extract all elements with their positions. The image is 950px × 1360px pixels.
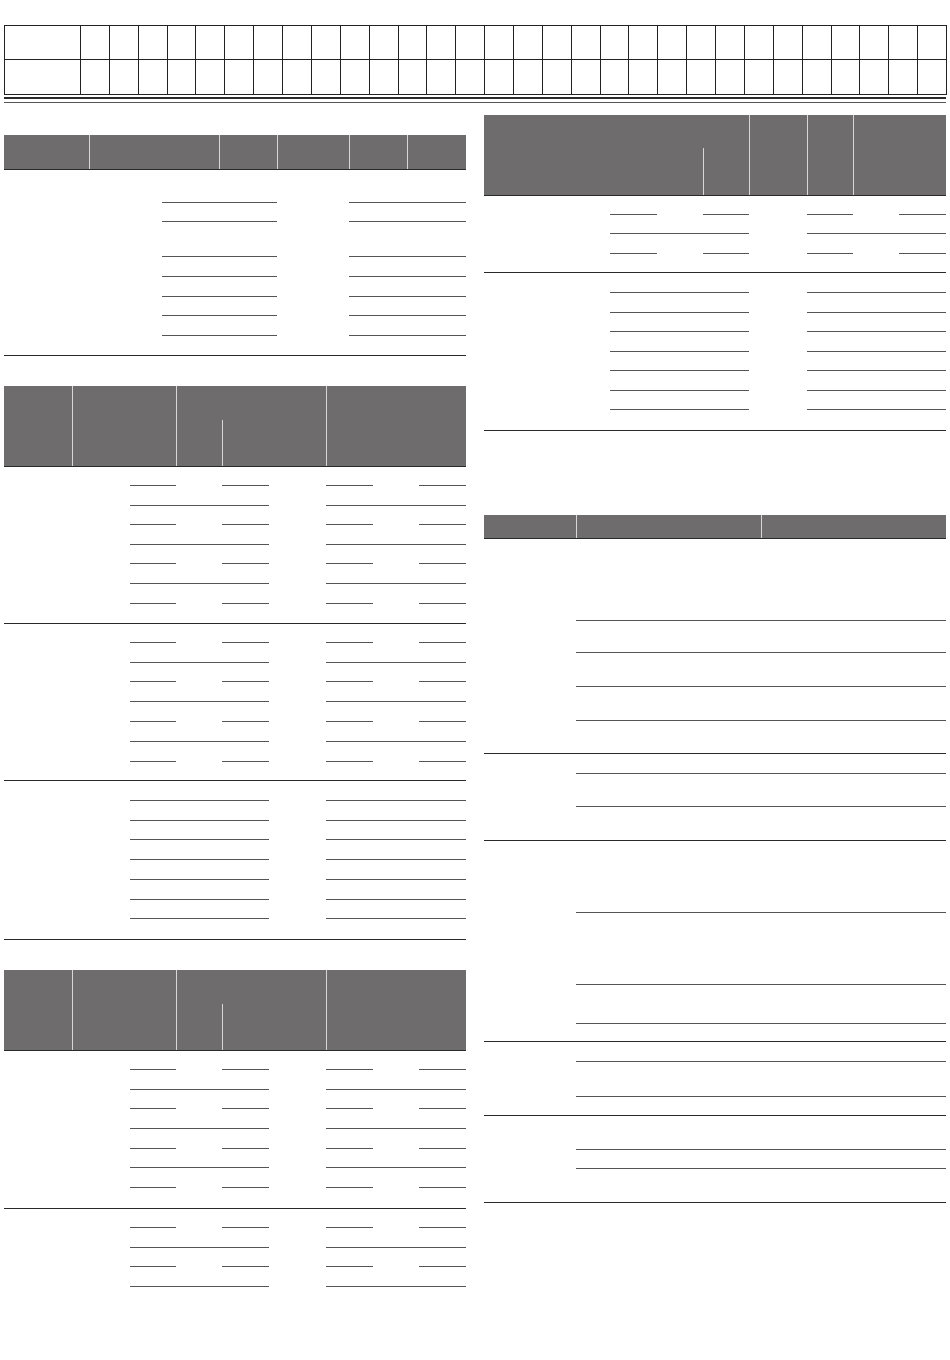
cell-rule <box>130 681 176 682</box>
cell-rule <box>419 485 466 486</box>
cell-rule <box>162 315 277 316</box>
cell-rule <box>326 1108 373 1109</box>
strip-value-cell <box>224 59 254 95</box>
cell-rule <box>349 296 466 297</box>
cell-rule <box>326 1089 466 1090</box>
cell-rule <box>807 312 946 313</box>
cell-rule <box>326 544 466 545</box>
cell-rule <box>130 899 269 900</box>
cell-rule <box>130 721 176 722</box>
header-divider <box>72 386 73 466</box>
strip-value-cell <box>831 25 861 61</box>
cell-rule <box>807 390 946 391</box>
strip-value-cell <box>195 59 225 95</box>
cell-rule <box>419 603 466 604</box>
cell-rule <box>576 1061 946 1062</box>
cell-rule <box>326 820 466 821</box>
cell-rule <box>130 1148 176 1149</box>
table-bottom-rule <box>484 1202 946 1203</box>
cell-rule <box>576 1096 946 1097</box>
group-rule <box>4 780 466 781</box>
cell-rule <box>326 1128 466 1129</box>
strip-value-cell <box>167 25 197 61</box>
strip-value-cell <box>311 25 341 61</box>
strip-label-cell <box>4 59 81 95</box>
cell-rule <box>610 292 749 293</box>
cell-rule <box>807 292 946 293</box>
cell-rule <box>576 686 946 687</box>
group-rule <box>484 753 946 754</box>
group-rule <box>4 623 466 624</box>
strip-value-cell <box>398 25 428 61</box>
cell-rule <box>222 485 269 486</box>
cell-rule <box>326 524 373 525</box>
strip-value-cell <box>888 25 918 61</box>
header-divider <box>349 135 350 169</box>
cell-rule <box>130 800 269 801</box>
group-rule <box>484 1041 946 1042</box>
strip-value-cell <box>282 59 312 95</box>
header-divider <box>72 970 73 1050</box>
cell-rule <box>419 721 466 722</box>
cell-rule <box>610 233 749 234</box>
cell-rule <box>576 620 946 621</box>
header-divider <box>576 515 577 538</box>
cell-rule <box>419 563 466 564</box>
cell-rule <box>130 505 269 506</box>
header-divider <box>176 386 177 466</box>
strip-value-cell <box>859 59 889 95</box>
table-header <box>4 970 466 1050</box>
strip-value-cell <box>484 25 514 61</box>
cell-rule <box>703 253 749 254</box>
table-header <box>484 515 946 538</box>
cell-rule <box>222 1148 269 1149</box>
cell-rule <box>326 800 466 801</box>
cell-rule <box>130 741 269 742</box>
cell-rule <box>576 1023 946 1024</box>
cell-rule <box>610 370 749 371</box>
cell-rule <box>326 583 466 584</box>
cell-rule <box>130 761 176 762</box>
header-divider <box>703 148 704 195</box>
header-divider <box>407 135 408 169</box>
strip-value-cell <box>513 59 543 95</box>
cell-rule <box>326 899 466 900</box>
cell-rule <box>130 583 269 584</box>
cell-rule <box>326 839 466 840</box>
strip-value-cell <box>888 59 918 95</box>
strip-value-cell <box>224 25 254 61</box>
cell-rule <box>419 642 466 643</box>
cell-rule <box>610 390 749 391</box>
header-divider <box>222 420 223 466</box>
cell-rule <box>130 603 176 604</box>
strip-value-cell <box>253 25 283 61</box>
cell-rule <box>130 820 269 821</box>
strip-value-cell <box>484 59 514 95</box>
cell-rule <box>610 253 657 254</box>
strip-value-cell <box>600 59 630 95</box>
cell-rule <box>162 256 277 257</box>
cell-rule <box>162 296 277 297</box>
cell-rule <box>222 1266 269 1267</box>
strip-value-cell <box>657 25 687 61</box>
cell-rule <box>326 701 466 702</box>
cell-rule <box>419 524 466 525</box>
cell-rule <box>419 1069 466 1070</box>
cell-rule <box>326 662 466 663</box>
table-header <box>4 386 466 466</box>
cell-rule <box>162 202 277 203</box>
strip-value-cell <box>715 59 745 95</box>
table-bottom-rule <box>4 939 466 940</box>
strip-value-cell <box>917 59 947 95</box>
cell-rule <box>326 642 373 643</box>
cell-rule <box>326 1069 373 1070</box>
header-divider <box>761 515 762 538</box>
strip-value-cell <box>744 59 774 95</box>
cell-rule <box>419 1266 466 1267</box>
cell-rule <box>326 505 466 506</box>
cell-rule <box>326 741 466 742</box>
cell-rule <box>326 1286 466 1287</box>
cell-rule <box>610 214 657 215</box>
cell-rule <box>222 1187 269 1188</box>
header-divider <box>219 135 220 169</box>
header-divider <box>222 1004 223 1050</box>
cell-rule <box>326 1148 373 1149</box>
cell-rule <box>222 1069 269 1070</box>
cell-rule <box>326 761 373 762</box>
strip-value-cell <box>138 59 168 95</box>
strip-value-cell <box>167 59 197 95</box>
cell-rule <box>349 276 466 277</box>
strip-value-cell <box>600 25 630 61</box>
cell-rule <box>130 642 176 643</box>
strip-value-cell <box>657 59 687 95</box>
strip-value-cell <box>80 25 110 61</box>
strip-value-cell <box>253 59 283 95</box>
header-divider <box>277 135 278 169</box>
group-rule <box>484 272 946 273</box>
strip-value-cell <box>195 25 225 61</box>
cell-rule <box>130 544 269 545</box>
cell-rule <box>576 652 946 653</box>
cell-rule <box>326 1187 373 1188</box>
strip-label-cell <box>4 25 81 61</box>
cell-rule <box>703 214 749 215</box>
cell-rule <box>222 563 269 564</box>
cell-rule <box>222 603 269 604</box>
cell-rule <box>419 681 466 682</box>
cell-rule <box>130 859 269 860</box>
cell-rule <box>130 701 269 702</box>
cell-rule <box>130 1128 269 1129</box>
cell-rule <box>326 1247 466 1248</box>
cell-rule <box>222 1108 269 1109</box>
strip-value-cell <box>109 25 139 61</box>
strip-value-cell <box>628 25 658 61</box>
cell-rule <box>130 662 269 663</box>
cell-rule <box>576 806 946 807</box>
table-rule <box>484 538 946 539</box>
cell-rule <box>576 912 946 913</box>
strip-value-cell <box>686 59 716 95</box>
strip-value-cell <box>773 25 803 61</box>
cell-rule <box>419 1227 466 1228</box>
cell-rule <box>326 485 373 486</box>
table-rule <box>4 466 466 467</box>
strip-value-cell <box>542 59 572 95</box>
strip-value-cell <box>340 59 370 95</box>
cell-rule <box>899 253 946 254</box>
strip-value-cell <box>831 59 861 95</box>
cell-rule <box>130 1247 269 1248</box>
strip-value-cell <box>426 59 456 95</box>
cell-rule <box>130 563 176 564</box>
cell-rule <box>610 409 749 410</box>
cell-rule <box>576 773 946 774</box>
cell-rule <box>576 1168 946 1169</box>
header-divider <box>326 970 327 1050</box>
table-rule <box>4 1050 466 1051</box>
strip-value-cell <box>455 25 485 61</box>
cell-rule <box>807 409 946 410</box>
cell-rule <box>222 721 269 722</box>
cell-rule <box>326 918 466 919</box>
strip-value-cell <box>513 25 543 61</box>
strip-value-cell <box>859 25 889 61</box>
strip-value-cell <box>715 25 745 61</box>
cell-rule <box>326 879 466 880</box>
cell-rule <box>130 1286 269 1287</box>
cell-rule <box>326 1167 466 1168</box>
cell-rule <box>326 563 373 564</box>
header-divider <box>176 970 177 1050</box>
strip-value-cell <box>571 59 601 95</box>
cell-rule <box>349 221 466 222</box>
strip-value-cell <box>138 25 168 61</box>
header-divider <box>853 115 854 195</box>
cell-rule <box>162 335 277 336</box>
table-bottom-rule <box>484 430 946 431</box>
strip-value-cell <box>744 25 774 61</box>
cell-rule <box>807 233 946 234</box>
cell-rule <box>326 1227 373 1228</box>
cell-rule <box>130 1089 269 1090</box>
cell-rule <box>326 721 373 722</box>
cell-rule <box>130 1167 269 1168</box>
cell-rule <box>349 256 466 257</box>
cell-rule <box>222 642 269 643</box>
strip-value-cell <box>398 59 428 95</box>
cell-rule <box>419 1187 466 1188</box>
strip-value-cell <box>80 59 110 95</box>
header-divider <box>807 115 808 195</box>
strip-value-cell <box>917 25 947 61</box>
strip-value-cell <box>340 25 370 61</box>
cell-rule <box>326 1266 373 1267</box>
table-rule <box>484 195 946 196</box>
cell-rule <box>349 315 466 316</box>
strip-value-cell <box>311 59 341 95</box>
strip-value-cell <box>802 59 832 95</box>
strip-value-cell <box>773 59 803 95</box>
strip-value-cell <box>628 59 658 95</box>
table-header <box>484 115 946 195</box>
cell-rule <box>349 202 466 203</box>
cell-rule <box>130 1266 176 1267</box>
group-rule <box>484 1115 946 1116</box>
cell-rule <box>610 312 749 313</box>
header-divider <box>89 135 90 169</box>
cell-rule <box>576 720 946 721</box>
cell-rule <box>576 1149 946 1150</box>
cell-rule <box>162 221 277 222</box>
cell-rule <box>419 761 466 762</box>
group-rule <box>484 840 946 841</box>
cell-rule <box>807 351 946 352</box>
cell-rule <box>610 351 749 352</box>
strip-value-cell <box>282 25 312 61</box>
cell-rule <box>807 253 853 254</box>
strip-value-cell <box>802 25 832 61</box>
strip-value-cell <box>455 59 485 95</box>
strip-rule-top <box>4 97 946 99</box>
cell-rule <box>222 524 269 525</box>
table-rule <box>4 169 466 170</box>
cell-rule <box>326 603 373 604</box>
strip-rule-bottom <box>4 102 946 103</box>
strip-value-cell <box>369 25 399 61</box>
cell-rule <box>419 1148 466 1149</box>
cell-rule <box>419 1108 466 1109</box>
strip-value-cell <box>109 59 139 95</box>
cell-rule <box>807 370 946 371</box>
header-divider <box>326 386 327 466</box>
cell-rule <box>326 681 373 682</box>
strip-value-cell <box>571 25 601 61</box>
cell-rule <box>130 1069 176 1070</box>
cell-rule <box>807 214 853 215</box>
group-rule <box>4 1208 466 1209</box>
strip-value-cell <box>426 25 456 61</box>
strip-value-cell <box>542 25 572 61</box>
cell-rule <box>326 859 466 860</box>
cell-rule <box>130 918 269 919</box>
cell-rule <box>130 1227 176 1228</box>
cell-rule <box>222 681 269 682</box>
cell-rule <box>610 331 749 332</box>
cell-rule <box>576 984 946 985</box>
table-header <box>4 135 466 169</box>
cell-rule <box>222 1227 269 1228</box>
strip-value-cell <box>369 59 399 95</box>
table-bottom-rule <box>4 355 466 356</box>
cell-rule <box>130 485 176 486</box>
cell-rule <box>899 214 946 215</box>
cell-rule <box>222 761 269 762</box>
cell-rule <box>162 276 277 277</box>
cell-rule <box>349 335 466 336</box>
strip-value-cell <box>686 25 716 61</box>
cell-rule <box>130 1108 176 1109</box>
cell-rule <box>130 879 269 880</box>
cell-rule <box>130 524 176 525</box>
cell-rule <box>807 331 946 332</box>
cell-rule <box>130 1187 176 1188</box>
cell-rule <box>130 839 269 840</box>
header-divider <box>749 115 750 195</box>
